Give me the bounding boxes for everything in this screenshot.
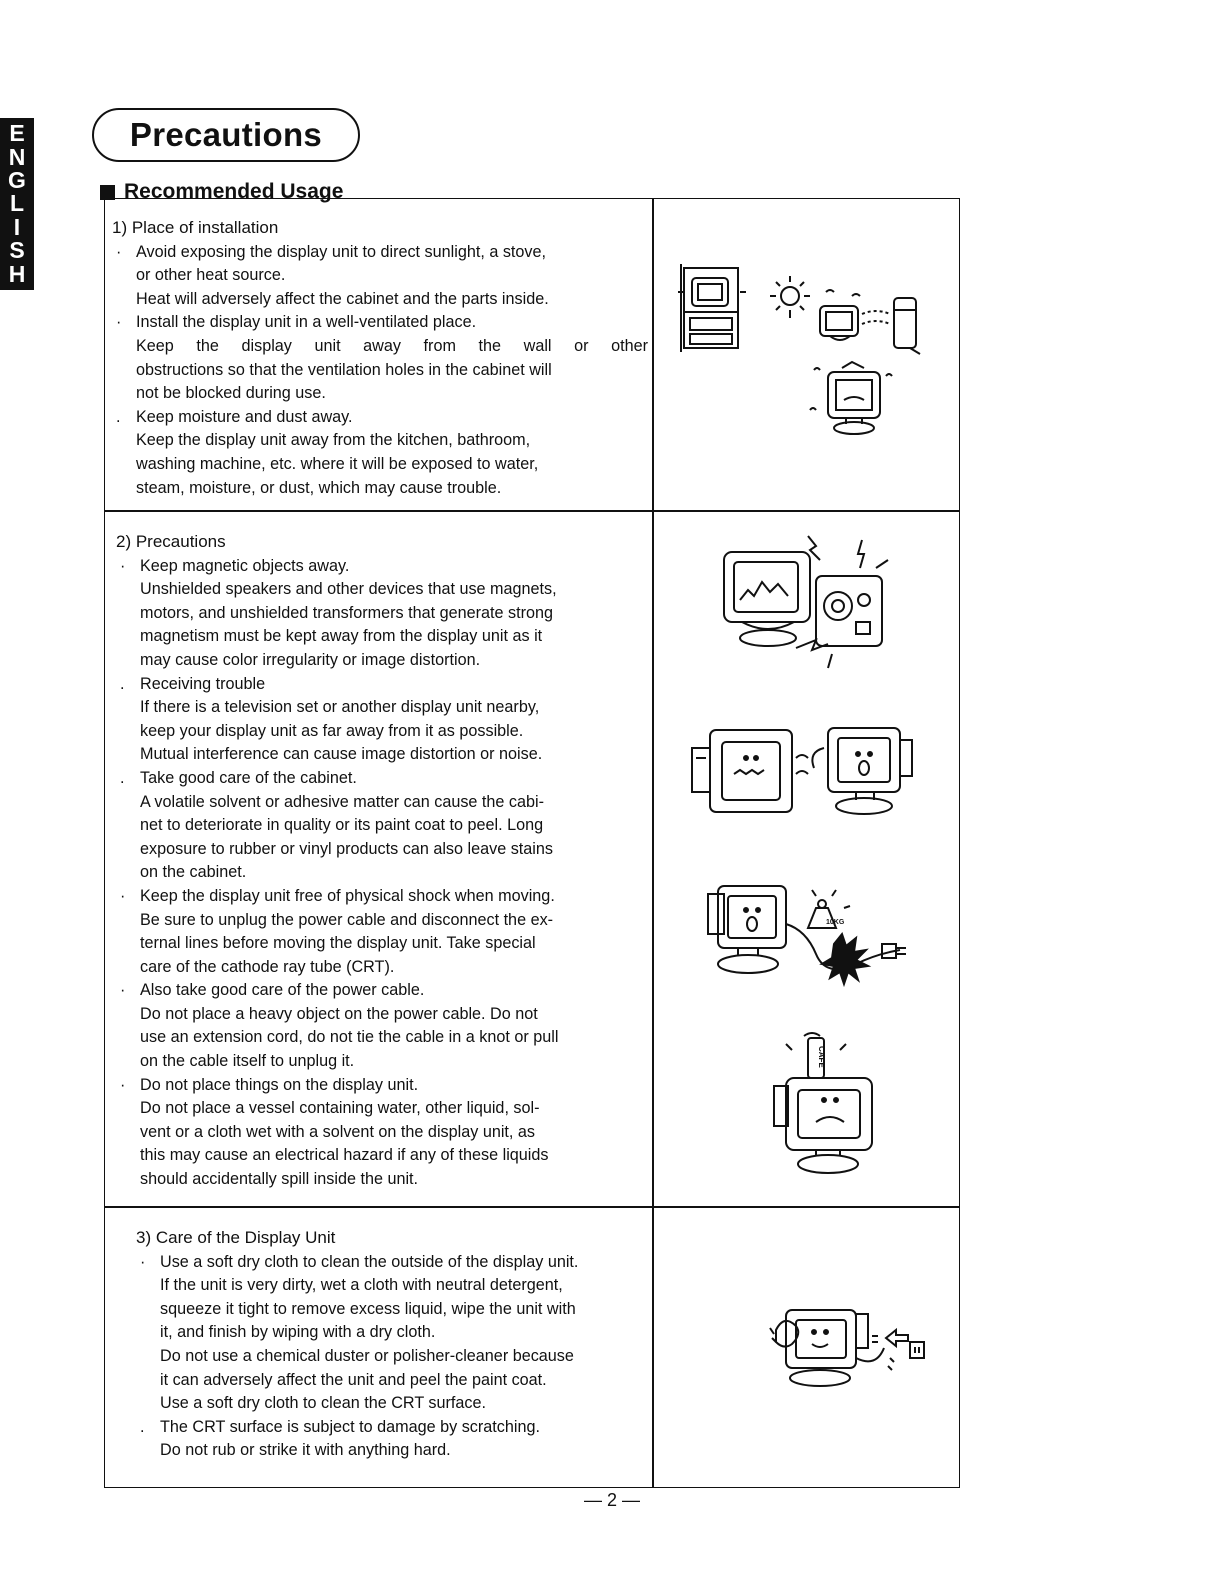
section-heading-label: Recommended Usage <box>124 180 344 203</box>
item-line: Keep the display unit free of physical shock when moving. <box>140 886 555 905</box>
item-line: Receiving trouble <box>140 674 266 693</box>
item-line: this may cause an electrical hazard if any of these liquids <box>140 1146 549 1165</box>
item-line: not be blocked during use. <box>136 384 326 403</box>
moisture-monitor-illustration <box>806 360 896 440</box>
language-tab-letter: L <box>9 190 25 217</box>
item-line: exposure to rubber or vinyl products can also leave stains <box>140 839 554 858</box>
language-tab-letter: E <box>9 120 25 147</box>
item-line: Be sure to unplug the power cable and disconnect the ex- <box>140 910 554 929</box>
item-line: Do not use a chemical duster or polisher-cleaner because <box>160 1346 574 1365</box>
item-line: Do not place a heavy object on the power cable. Do not <box>140 1004 538 1023</box>
item-line: magnetism must be kept away from the display unit as it <box>140 627 543 646</box>
item-line: Do not place things on the display unit. <box>140 1075 419 1094</box>
sun-heat-illustration <box>760 270 930 358</box>
row-divider <box>104 1206 960 1208</box>
column-divider <box>652 198 654 1488</box>
section-heading-care: 3) Care of the Display Unit <box>136 1228 336 1247</box>
language-tab-letter: S <box>9 237 25 264</box>
list-item: · Avoid exposing the display unit to direct sunlight, a stove, or other heat source. Heat will adversely affect the cabinet and the parts inside. <box>112 241 648 312</box>
language-tab-letter: N <box>8 143 26 170</box>
list-item: . Receiving trouble If there is a television set or another display unit nearby, keep your display unit as far away from it as possible. Mutual interference can cause image distortion or noise. <box>116 673 652 767</box>
item-line: use an extension cord, do not tie the cable in a knot or pull <box>140 1028 559 1047</box>
language-tab <box>0 118 34 290</box>
item-line: Avoid exposing the display unit to direct sunlight, a stove, <box>136 242 547 261</box>
item-line: it can adversely affect the unit and peel the paint coat. <box>160 1370 547 1389</box>
item-line: ternal lines before moving the display unit. Take special <box>140 934 536 953</box>
item-line: obstructions so that the ventilation holes in the cabinet will <box>136 360 552 379</box>
list-item: . Take good care of the cabinet. A volatile solvent or adhesive matter can cause the cabi- net to deteriorate in quality or its paint coat to peel. Long exposure to rubber or vinyl products can also leave stains on the cabinet. <box>116 767 652 885</box>
item-line: Keep the display unit away from the kitchen, bathroom, <box>136 431 531 450</box>
item-line: net to deteriorate in quality or its paint coat to peel. Long <box>140 816 544 835</box>
item-line: Keep magnetic objects away. <box>140 556 350 575</box>
item-line: Mutual interference can cause image distortion or noise. <box>140 745 543 764</box>
list-item: · Install the display unit in a well-ventilated place. Keep the display unit away from the wall or other obstructions so that the ventilation holes in the cabinet will not be blocked during use. <box>112 311 648 405</box>
language-tab-letter: H <box>8 260 26 287</box>
item-line: Take good care of the cabinet. <box>140 768 357 787</box>
section-care <box>136 1226 652 1463</box>
item-line: Install the display unit in a well-ventilated place. <box>136 313 477 332</box>
item-line: steam, moisture, or dust, which may cause trouble. <box>136 478 502 497</box>
section-precautions <box>116 530 652 1192</box>
item-line: motors, and unshielded transformers that generate strong <box>140 603 554 622</box>
cable-weight-illustration <box>704 880 918 990</box>
item-line: it, and finish by wiping with a dry cloth. <box>160 1323 436 1342</box>
item-line: or other heat source. <box>136 266 286 285</box>
list-item: . Keep moisture and dust away. Keep the display unit away from the kitchen, bathroom, washing machine, etc. where it will be exposed to water, steam, moisture, or dust, which may cause trouble. <box>112 406 648 500</box>
item-line: Do not rub or strike it with anything hard. <box>160 1441 451 1460</box>
cup-label: CAFE <box>817 1046 826 1068</box>
item-line: care of the cathode ray tube (CRT). <box>140 957 395 976</box>
list-item: · Also take good care of the power cable. Do not place a heavy object on the power cable. Do not use an extension cord, do not tie the cable in a knot or pull on the cable itself to unplug it. <box>116 979 652 1073</box>
interference-monitors-illustration <box>688 718 918 828</box>
item-line: If the unit is very dirty, wet a cloth with neutral detergent, <box>160 1276 563 1295</box>
item-line: Heat will adversely affect the cabinet and the parts inside. <box>136 289 549 308</box>
page-number: — 2 — <box>583 1490 640 1510</box>
item-line: on the cabinet. <box>140 863 247 882</box>
item-line: Also take good care of the power cable. <box>140 981 425 1000</box>
list-item: · Do not place things on the display unit. Do not place a vessel containing water, other liquid, sol- vent or a cloth wet with a solvent on the display unit, as this may cause an electrical hazard if any of these liquids should accidentally spill inside the unit. <box>116 1074 652 1192</box>
section-heading-precautions: 2) Precautions <box>116 532 226 551</box>
language-tab-letter: I <box>13 213 21 240</box>
section-heading-installation: 1) Place of installation <box>112 218 279 237</box>
cup-on-monitor-illustration <box>764 1030 884 1180</box>
item-line: Use a soft dry cloth to clean the CRT surface. <box>160 1394 487 1413</box>
item-line: on the cable itself to unplug it. <box>140 1052 355 1071</box>
item-line: A volatile solvent or adhesive matter can cause the cabi- <box>140 792 545 811</box>
magnetic-speaker-illustration <box>712 530 902 670</box>
item-line: The CRT surface is subject to damage by scratching. <box>160 1417 540 1436</box>
item-line: Do not place a vessel containing water, other liquid, sol- <box>140 1099 540 1118</box>
monitor-cabinet-illustration <box>678 262 748 354</box>
item-line: squeeze it tight to remove excess liquid, wipe the unit with <box>160 1299 576 1318</box>
list-item: . The CRT surface is subject to damage by scratching. Do not rub or strike it with anything hard. <box>136 1416 652 1463</box>
item-line: Use a soft dry cloth to clean the outside of the display unit. <box>160 1252 579 1271</box>
list-item: · Keep the display unit free of physical shock when moving. Be sure to unplug the power cable and disconnect the ex- ternal lines before moving the display unit. Take special care of the cathode ray tube (CRT). <box>116 885 652 979</box>
item-line: vent or a cloth wet with a solvent on the display unit, as <box>140 1122 536 1141</box>
item-line: should accidentally spill inside the unit. <box>140 1170 419 1189</box>
cleaning-monitor-illustration <box>768 1298 948 1392</box>
page-title: Precautions <box>92 108 360 162</box>
item-line: If there is a television set or another display unit nearby, <box>140 698 540 717</box>
row-divider <box>104 510 960 512</box>
language-tab-letter: G <box>8 167 26 194</box>
section-installation <box>112 216 648 500</box>
item-line: may cause color irregularity or image distortion. <box>140 650 481 669</box>
list-item: · Use a soft dry cloth to clean the outside of the display unit. If the unit is very dirty, wet a cloth with neutral detergent, squeeze it tight to remove excess liquid, wipe the unit with it, and finish by wiping with a dry cloth. Do not use a chemical duster or polisher-cleaner because it can adversely affect the unit and peel the paint coat. Use a soft dry cloth to clean the CRT surface. <box>136 1251 652 1416</box>
item-line: Keep moisture and dust away. <box>136 407 353 426</box>
item-line: keep your display unit as far away from it as possible. <box>140 721 524 740</box>
item-line: Keep the display unit away from the wall or other <box>136 336 648 355</box>
weight-label: 10KG <box>826 919 845 926</box>
list-item: · Keep magnetic objects away. Unshielded speakers and other devices that use magnets, motors, and unshielded transformers that generate strong magnetism must be kept away from the display unit as it may cause color irregularity or image distortion. <box>116 555 652 673</box>
item-line: Unshielded speakers and other devices that use magnets, <box>140 580 557 599</box>
item-line: washing machine, etc. where it will be exposed to water, <box>136 454 539 473</box>
